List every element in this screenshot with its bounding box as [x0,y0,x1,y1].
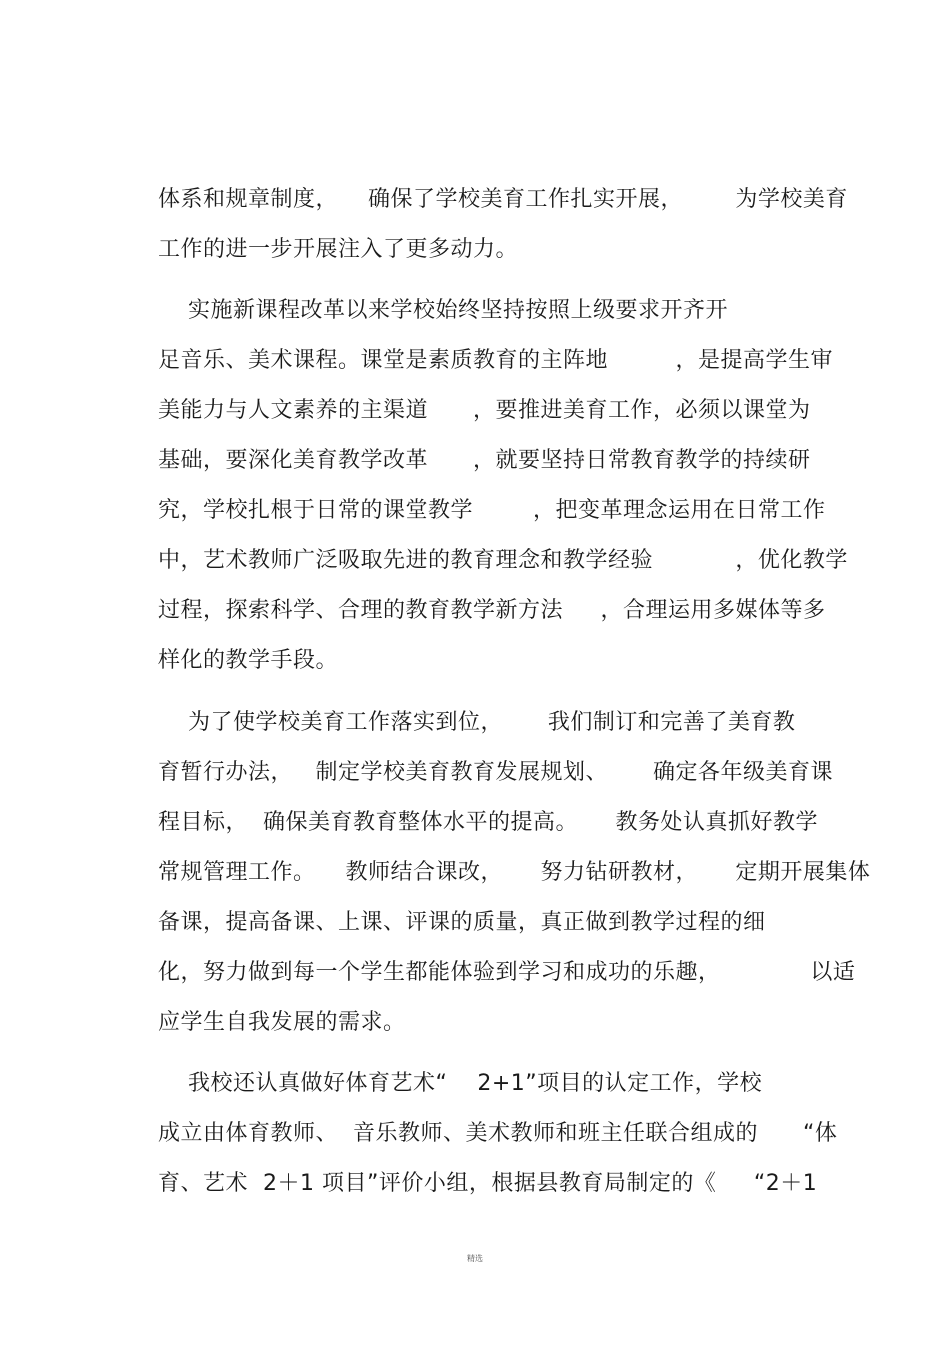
text-line: 美能力与人文素养的主渠道 ，要推进美育工作，必须以课堂为 [158,398,811,423]
text-line: 过程，探索科学、合理的教育教学新方法 ，合理运用多媒体等多 [158,598,826,623]
text-line: 程目标， 确保美育教育整体水平的提高。 教务处认真抓好教学 [158,810,818,835]
text-line: 备课，提高备课、上课、评课的质量，真正做到教学过程的细 [158,910,766,935]
text-line: 我校还认真做好体育艺术“ 2+1”项目的认定工作，学校 [158,1071,763,1096]
text-line: 中，艺术教师广泛吸取先进的教育理念和教学经验 ，优化教学 [158,548,848,573]
text-line: 究，学校扎根于日常的课堂教学 ，把变革理念运用在日常工作 [158,498,826,523]
text-line: 实施新课程改革以来学校始终坚持按照上级要求开齐开 [158,298,728,323]
text-line: 样化的教学手段。 [158,648,339,673]
text-line: 化，努力做到每一个学生都能体验到学习和成功的乐趣， 以适 [158,960,856,985]
text-line: 常规管理工作。 教师结合课改， 努力钻研教材， 定期开展集体 [158,860,871,885]
text-line: 足音乐、美术课程。课堂是素质教育的主阵地 ，是提高学生审 [158,348,833,373]
text-line: 成立由体育教师、 音乐教师、美术教师和班主任联合组成的 “体 [158,1121,838,1146]
text-line: 基础，要深化美育教学改革 ，就要坚持日常教育教学的持续研 [158,448,811,473]
text-line: 育、艺术 2＋1 项目”评价小组，根据县教育局制定的《 “2＋1 [158,1171,818,1196]
text-line: 为了使学校美育工作落实到位， 我们制订和完善了美育教 [158,710,796,735]
text-line: 应学生自我发展的需求。 [158,1010,406,1035]
page-footer: 精选 [467,1254,483,1263]
text-line: 育暂行办法， 制定学校美育教育发展规划、 确定各年级美育课 [158,760,833,785]
text-line: 体系和规章制度， 确保了学校美育工作扎实开展， 为学校美育 [158,187,848,212]
text-line: 工作的进一步开展注入了更多动力。 [158,237,519,262]
